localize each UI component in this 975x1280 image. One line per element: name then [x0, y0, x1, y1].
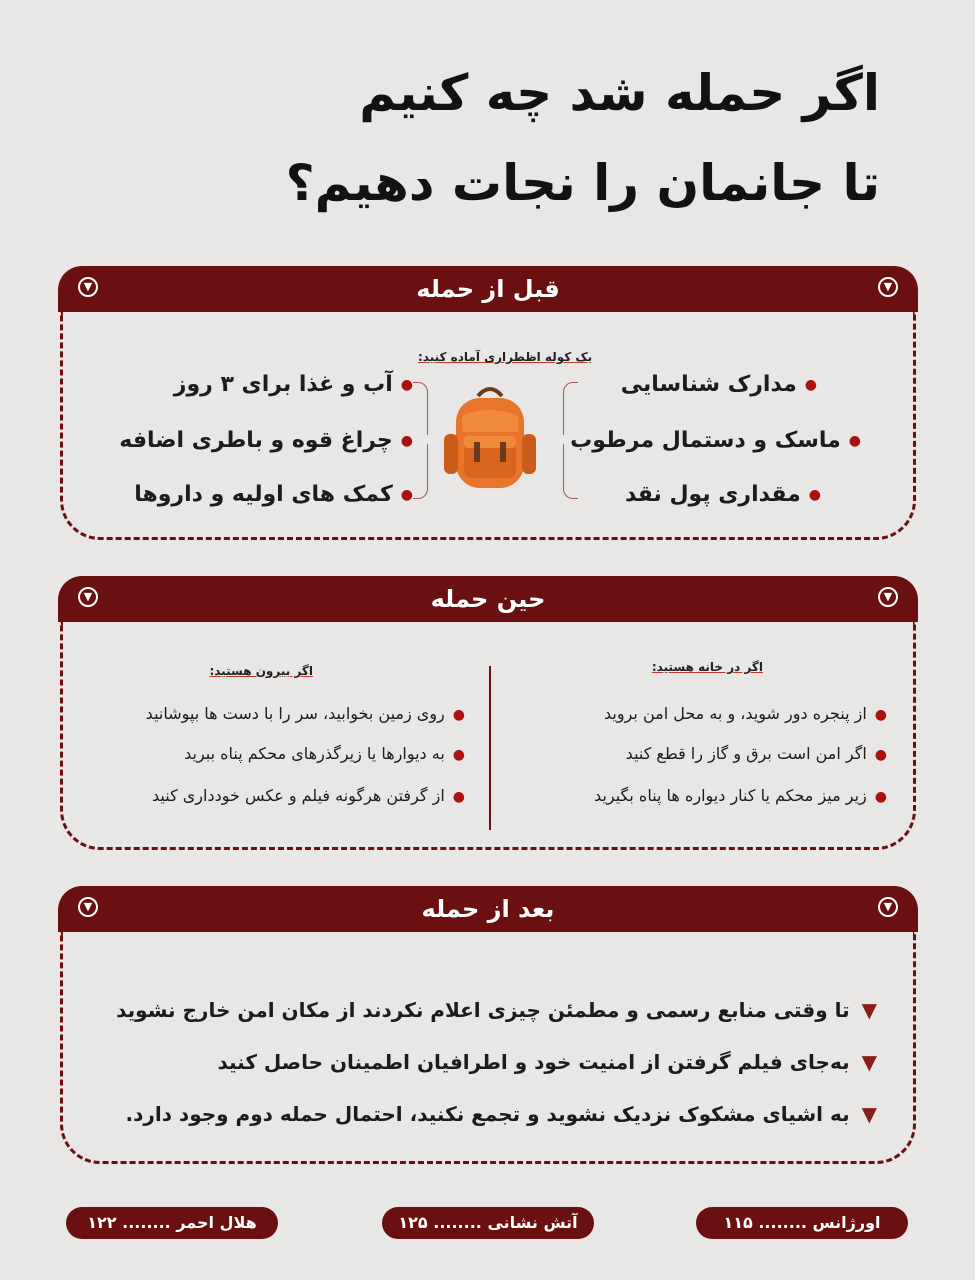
bullet-icon: ● — [400, 433, 413, 449]
bullet-icon: ● — [848, 433, 861, 449]
triangle-down-icon: ▼ — [861, 1050, 877, 1074]
before-subtitle: یک کوله اظطراری آماده کنید: — [418, 350, 593, 364]
before-right-item-2: ●ماسک و دستمال مرطوب — [570, 428, 861, 453]
after-section-box — [60, 932, 916, 1164]
chevron-down-icon: ▼ — [878, 587, 898, 607]
after-section-header[interactable] — [58, 886, 918, 932]
outside-item-2: ●به دیوارها یا زیرگذرهای محکم پناه ببرید — [184, 744, 465, 763]
connector-line — [563, 444, 578, 499]
red-crescent-number-badge[interactable]: هلال احمر ........ ۱۲۲ — [66, 1207, 278, 1239]
connector-line — [413, 444, 428, 499]
bullet-icon: ● — [874, 788, 887, 805]
before-right-item-1: ●مدارک شناسایی — [620, 372, 817, 397]
home-item-3: ●زیر میز محکم یا کنار دیواره ها پناه بگیرید — [594, 786, 887, 805]
connector-line — [563, 382, 578, 435]
connector-line — [413, 382, 428, 435]
after-header-label: بعد از حمله — [421, 895, 555, 923]
during-header-label: حین حمله — [430, 585, 546, 613]
before-left-item-2: ●چراغ قوه و باطری اضافه — [119, 428, 413, 453]
page-title-line1: اگر حمله شد چه کنیم — [359, 64, 880, 122]
after-item-1: ▼تا وقتی منابع رسمی و مطمئن چیزی اعلام نکردند از مکان امن خارج نشوید — [116, 998, 877, 1022]
triangle-down-icon: ▼ — [861, 1102, 877, 1126]
bullet-icon: ● — [808, 487, 821, 503]
during-section-header[interactable] — [58, 576, 918, 622]
page-title-line2: تا جانمان را نجات دهیم؟ — [285, 154, 880, 212]
before-header-label: قبل از حمله — [416, 275, 560, 303]
bullet-icon: ● — [452, 746, 465, 763]
bullet-icon: ● — [874, 746, 887, 763]
chevron-down-icon: ▼ — [878, 897, 898, 917]
outside-item-1: ●روی زمین بخوابید، سر را با دست ها بپوشانید — [145, 704, 465, 723]
before-left-item-1: ●آب و غذا برای ۳ روز — [173, 372, 413, 397]
backpack-icon — [440, 382, 540, 492]
bullet-icon: ● — [874, 706, 887, 723]
home-item-1: ●از پنجره دور شوید، و به محل امن بروید — [604, 704, 887, 723]
home-subtitle: اگر در خانه هستید: — [651, 660, 763, 674]
chevron-down-icon: ▼ — [878, 277, 898, 297]
triangle-down-icon: ▼ — [861, 998, 877, 1022]
after-item-3: ▼به اشیای مشکوک نزدیک نشوید و تجمع نکنید، احتمال حمله دوم وجود دارد. — [125, 1102, 877, 1126]
bullet-icon: ● — [400, 487, 413, 503]
during-section-box — [60, 622, 916, 850]
before-section-header[interactable] — [58, 266, 918, 312]
fire-number-badge[interactable]: آتش نشانی ........ ۱۲۵ — [382, 1207, 594, 1239]
after-item-2: ▼به‌جای فیلم گرفتن از امنیت خود و اطرافیان اطمینان حاصل کنید — [217, 1050, 877, 1074]
outside-subtitle: اگر بیرون هستید: — [209, 664, 313, 678]
outside-item-3: ●از گرفتن هرگونه فیلم و عکس خودداری کنید — [152, 786, 465, 805]
chevron-down-icon: ▼ — [78, 897, 98, 917]
before-right-item-3: ●مقداری پول نقد — [624, 482, 821, 507]
column-divider — [489, 666, 491, 830]
chevron-down-icon: ▼ — [78, 277, 98, 297]
bullet-icon: ● — [400, 377, 413, 393]
bullet-icon: ● — [452, 788, 465, 805]
bullet-icon: ● — [804, 377, 817, 393]
before-left-item-3: ●کمک های اولیه و داروها — [134, 482, 413, 507]
home-item-2: ●اگر امن است برق و گاز را قطع کنید — [625, 744, 887, 763]
bullet-icon: ● — [452, 706, 465, 723]
emergency-number-badge[interactable]: اورژانس ........ ۱۱۵ — [696, 1207, 908, 1239]
chevron-down-icon: ▼ — [78, 587, 98, 607]
